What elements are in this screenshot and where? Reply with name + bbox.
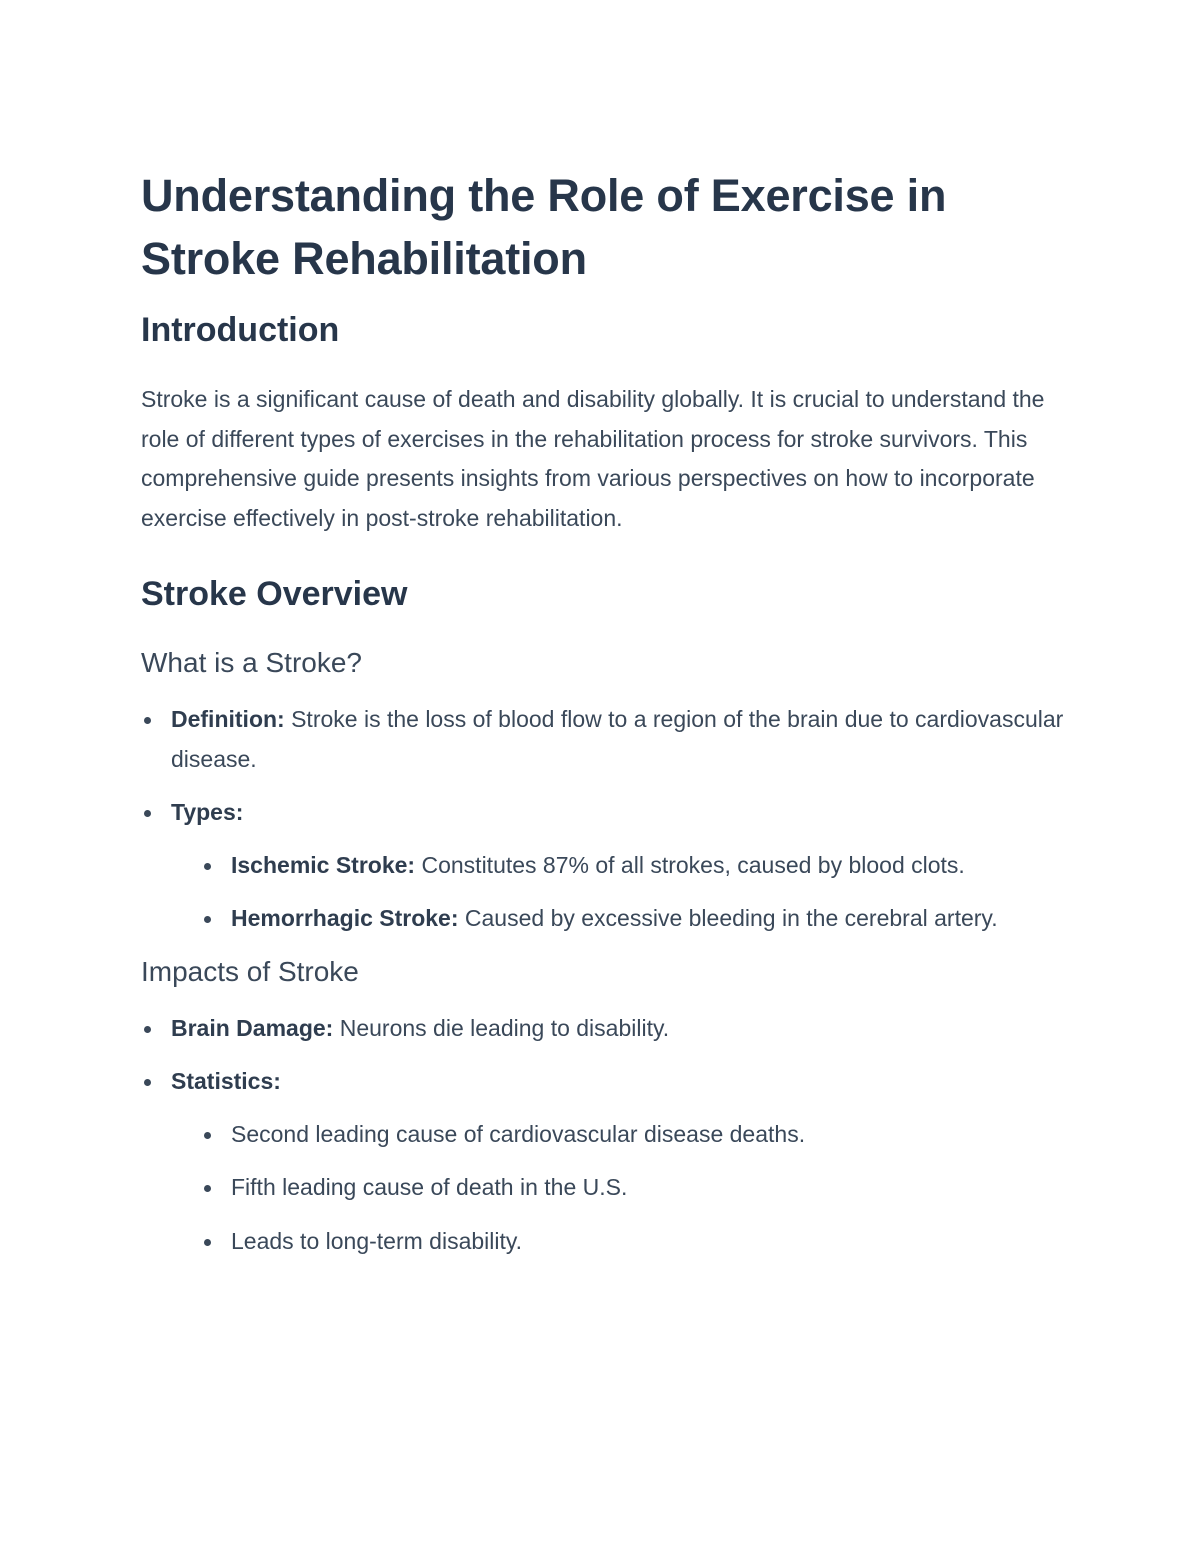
list-item-hemorrhagic <box>201 899 1076 939</box>
document-page <box>141 164 1076 1261</box>
list-item-ischemic <box>201 846 1076 886</box>
list-item-stat: Leads to long-term disability. <box>201 1222 1076 1262</box>
introduction-heading: Introduction <box>141 311 340 349</box>
hemorrhagic-label: Hemorrhagic Stroke: <box>231 905 459 931</box>
list-item-types <box>141 793 1076 939</box>
statistics-label: Statistics: <box>171 1068 281 1094</box>
list-item-stat: Second leading cause of cardiovascular disease deaths. <box>201 1115 1076 1155</box>
impacts-heading: Impacts of Stroke <box>141 955 359 987</box>
types-sublist <box>201 846 1076 939</box>
definition-label: Definition: <box>171 706 285 732</box>
stroke-overview-heading: Stroke Overview <box>141 575 408 613</box>
document-title: Understanding the Role of Exercise in Stroke Rehabilitation <box>141 170 947 284</box>
brain-damage-text: Neurons die leading to disability. <box>333 1014 670 1041</box>
introduction-paragraph: Stroke is a significant cause of death and disability globally. It is crucial to understand the role of different types of exercises in the rehabilitation process for stroke survivors. This comprehensive guide presents insights from various perspectives on how to incorporate exercise effectively in post-stroke rehabilitation. <box>141 386 1045 531</box>
list-item-brain-damage <box>141 1009 1076 1049</box>
what-is-stroke-heading: What is a Stroke? <box>141 647 362 678</box>
brain-damage-label: Brain Damage: <box>171 1014 334 1041</box>
statistics-sublist <box>201 1115 1076 1262</box>
list-item-stat: Fifth leading cause of death in the U.S. <box>201 1168 1076 1208</box>
ischemic-text: Constitutes 87% of all strokes, caused by blood clots. <box>415 851 965 878</box>
hemorrhagic-text: Caused by excessive bleeding in the cerebral artery. <box>458 905 998 931</box>
impacts-list <box>141 1009 1076 1262</box>
list-item-definition <box>141 700 1076 779</box>
what-is-stroke-list <box>141 700 1076 939</box>
definition-text: Stroke is the loss of blood flow to a region of the brain due to cardiovascular disease. <box>171 706 1064 772</box>
ischemic-label: Ischemic Stroke: <box>231 851 416 878</box>
list-item-statistics <box>141 1062 1076 1261</box>
types-label: Types: <box>171 799 244 825</box>
